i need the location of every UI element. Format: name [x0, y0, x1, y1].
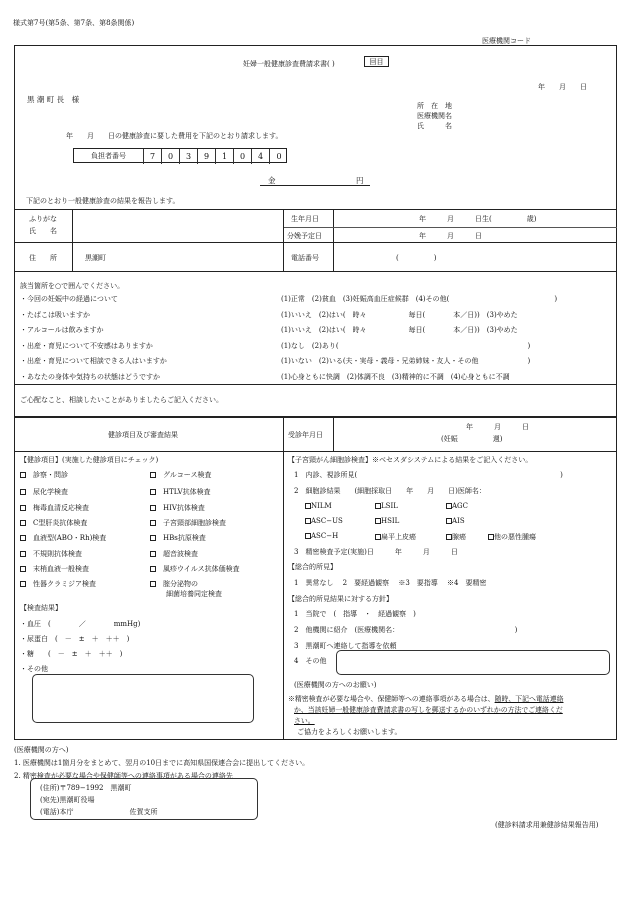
note-line2: か、当該妊婦一般健康診査費請求書の写しを郵送するかのいずれかの方法でご連絡くだ — [294, 706, 563, 714]
item-checkbox[interactable]: 梅毒血清反応検査 — [20, 503, 89, 513]
contact-recipient: (宛先)黒潮町役場 — [40, 796, 95, 804]
payer-digit: 3 — [180, 149, 198, 164]
result-option[interactable]: NILM — [305, 502, 332, 510]
result-option[interactable]: AIS — [446, 517, 465, 525]
claim-date[interactable]: 年 月 日 — [538, 83, 587, 91]
payer-number-box — [73, 148, 287, 163]
question: ・アルコールは飲みますか — [20, 326, 104, 334]
amount-underline — [260, 185, 370, 186]
request-text: 年 月 日の健康診査に要した費用を下記のとおり請求します。 — [66, 132, 283, 140]
answer[interactable]: (1)心身ともに快調 (2)体調不良 (3)精神的に不調 (4)心身ともに不調 — [281, 373, 510, 381]
phone-value[interactable]: ( ) — [396, 254, 437, 262]
item-checkbox[interactable]: HTLV抗体検査 — [150, 487, 211, 497]
due-value[interactable]: 年 月 日 — [419, 232, 482, 240]
item-checkbox[interactable]: 風疹ウイルス抗体価検査 — [150, 564, 240, 574]
visit-label: 受診年月日 — [288, 431, 323, 439]
contact-phone: (電話)本庁 佐賀支所 — [40, 808, 158, 816]
blood-pressure[interactable]: ・血圧 ( ／ mmHg) — [20, 620, 141, 628]
addressee: 黒 潮 町 長 様 — [27, 95, 80, 104]
policy-title: 【総合的所見結果に対する方針】 — [288, 595, 393, 603]
address-label: 所 在 地 — [417, 102, 452, 110]
payer-digit: 4 — [252, 149, 270, 164]
payer-digit: 0 — [276, 152, 282, 161]
form-number: 様式第7号(第5条、第7条、第8条関係) — [13, 19, 135, 27]
survey-intro: 該当箇所を○で囲んでください。 — [20, 282, 125, 290]
birth-label: 生年月日 — [291, 215, 319, 223]
answer[interactable]: (1)なし (2)あり( ) — [281, 342, 531, 350]
count-box[interactable]: 回目 — [364, 56, 389, 67]
item-checkbox[interactable]: 超音波検査 — [150, 549, 198, 559]
question: ・あなたの身体や気持ちの状態はどうですか — [20, 373, 160, 381]
visit-date[interactable]: 年 月 日 — [466, 423, 529, 431]
cervical-line1[interactable]: 1 内診、視診所見( ) — [294, 471, 563, 479]
findings-options[interactable]: 1 異常なし 2 要経過観察 ※3 要指導 ※4 要精密 — [294, 579, 487, 587]
note-line1: ※精密検査が必要な場合や、保健師等への連絡事項がある場合は、随時、下記へ電話連絡 — [288, 695, 564, 703]
item-checkbox[interactable]: 性器クラミジア検査 — [20, 579, 96, 589]
address-row-label: 住 所 — [29, 254, 57, 262]
other-input[interactable] — [32, 674, 254, 723]
result-option[interactable]: ASC−US — [305, 517, 343, 525]
item-checkbox[interactable]: 不規則抗体検査 — [20, 549, 82, 559]
institution-request: (医療機関の方へのお願い) — [294, 681, 377, 689]
item-checkbox[interactable]: 尿化学検査 — [20, 487, 68, 497]
amount-prefix: 金 — [268, 176, 276, 185]
answer[interactable]: (1)いいえ (2)はい( 時々 毎日( 本／日)) (3)やめた — [281, 311, 518, 319]
patient-name-label: 氏 名 — [29, 227, 57, 235]
answer[interactable]: (1)正常 (2)貧血 (3)妊娠高血圧症候群 (4)その他( ) — [281, 295, 558, 303]
item-checkbox[interactable]: 子宮頸部細胞診検査 — [150, 518, 226, 528]
policy-other-input[interactable] — [336, 650, 610, 675]
payer-label: 負担者番号 — [74, 149, 144, 164]
item-checkbox[interactable]: グルコース検査 — [150, 470, 211, 480]
answer[interactable]: (1)いない (2)いる(夫・実母・義母・兄弟姉妹・友人・その他 ) — [281, 357, 531, 365]
item-extra-label: 細菌培養同定検査 — [166, 590, 222, 598]
note-thanks: ご協力をよろしくお願いします。 — [297, 728, 402, 736]
policy-3[interactable]: 3 黒潮町へ連絡して指導を依頼 — [294, 642, 397, 650]
payer-digit: 0 — [234, 149, 252, 164]
findings-title: 【総合的所見】 — [288, 563, 337, 571]
furigana-label: ふりがな — [29, 215, 57, 223]
item-checkbox[interactable]: 血液型(ABO・Rh)検査 — [20, 533, 106, 543]
medical-code-label: 医療機関コード — [482, 37, 531, 45]
payer-digit: 9 — [198, 149, 216, 164]
policy-1[interactable]: 1 当院で ( 指導 ・ 経過観察 ) — [294, 610, 416, 618]
payer-digit: 1 — [216, 149, 234, 164]
address-value[interactable]: 黒潮町 — [85, 254, 106, 262]
report-text: 下記のとおり一般健康診査の結果を報告します。 — [26, 197, 180, 205]
result-option[interactable]: AGC — [446, 502, 468, 510]
question: ・今回の妊娠中の経過について — [20, 295, 118, 303]
contact-address: (住所)〒789−1992 黒潮町 — [40, 784, 132, 792]
concern-text[interactable]: ご心配なこと、相談したいことがありましたらご記入ください。 — [20, 396, 223, 404]
item-checkbox[interactable]: 腟分泌物の — [150, 579, 198, 589]
footer-line2: 2. 精密検査が必要な場合や保健師等への連絡事項がある場合の連絡先 — [14, 772, 233, 780]
question: ・出産・育児について不安感はありますか — [20, 342, 153, 350]
policy-4: 4 その他 — [294, 657, 327, 665]
item-checkbox[interactable]: HBs抗原検査 — [150, 533, 206, 543]
policy-2[interactable]: 2 他機関に紹介 (医療機関名： ) — [294, 626, 518, 634]
birth-value[interactable]: 年 月 日生( 歳) — [419, 215, 537, 223]
payer-digit: 7 — [144, 149, 162, 164]
result-option[interactable]: 扁平上皮癌 — [375, 532, 416, 542]
cervical-title: 【子宮頸がん細胞診検査】※ベセスダシステムによる結果をご記入ください。 — [288, 456, 533, 464]
institution-label: 医療機関名 — [417, 112, 452, 120]
answer[interactable]: (1)いいえ (2)はい( 時々 毎日( 本／日)) (3)やめた — [281, 326, 518, 334]
cervical-line3[interactable]: 3 精密検査予定(実施)日 年 月 日 — [294, 548, 458, 556]
claim-title: 妊婦一般健康診査費請求書( ) — [243, 60, 335, 68]
items-header: 健診項目及び審査結果 — [108, 431, 178, 439]
footer-caption: (健診料請求用兼健診結果報告用) — [495, 821, 599, 829]
item-checkbox[interactable]: HIV抗体検査 — [150, 503, 205, 513]
urine-sugar[interactable]: ・糖 ( － ± ＋ ＋＋ ) — [20, 650, 123, 658]
item-checkbox[interactable]: 末梢血液一般検査 — [20, 564, 89, 574]
note-line3: さい。 — [294, 717, 315, 725]
phone-label: 電話番号 — [291, 254, 319, 262]
result-option[interactable]: HSIL — [375, 517, 399, 525]
amount-suffix: 円 — [356, 176, 364, 185]
result-option[interactable]: ASC−H — [305, 532, 338, 540]
footer-to-institution: (医療機関の方へ) — [14, 746, 69, 754]
footer-line1: 1. 医療機関は1箇月分をまとめて、翌月の10日までに高知県国保連合会に提出してください。 — [14, 759, 310, 767]
cervical-line2[interactable]: 2 細胞診結果 (細胞採取日 年 月 日)医師名： — [294, 487, 486, 495]
payer-digit: 0 — [162, 149, 180, 164]
result-option[interactable]: 腺癌 — [446, 532, 466, 542]
item-checkbox[interactable]: 診察・問診 — [20, 470, 68, 480]
left-title: 【健診項目】(実施した健診項目にチェック) — [20, 456, 159, 464]
question: ・出産・育児について相談できる人はいますか — [20, 357, 167, 365]
result-option[interactable]: 他の悪性腫瘍 — [488, 532, 536, 542]
item-checkbox[interactable]: C型肝炎抗体検査 — [20, 518, 87, 528]
other-label: ・その他 — [20, 665, 48, 673]
visit-weeks[interactable]: (妊娠 週) — [441, 435, 503, 443]
results-title: 【検査結果】 — [20, 604, 62, 612]
signer-name-label: 氏 名 — [417, 122, 452, 130]
question: ・たばこは吸いますか — [20, 311, 90, 319]
urine-protein[interactable]: ・尿蛋白 ( － ± ＋ ＋＋ ) — [20, 635, 130, 643]
result-option[interactable]: LSIL — [375, 502, 398, 510]
due-label: 分娩予定日 — [287, 232, 322, 240]
